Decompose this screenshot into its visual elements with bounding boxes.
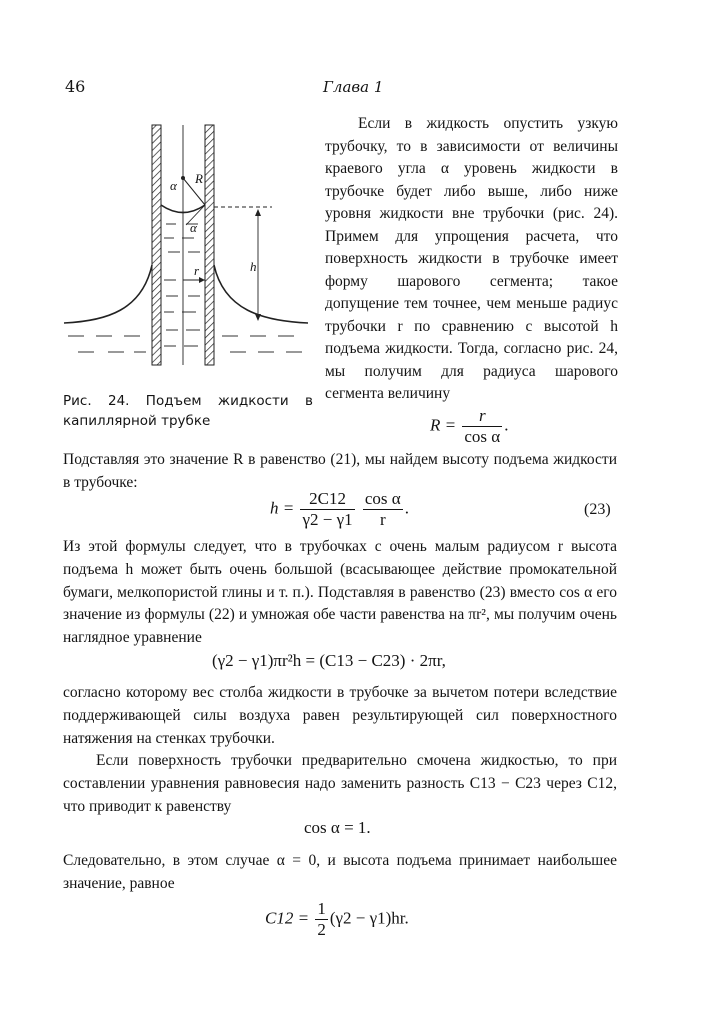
running-head: Глава 1: [323, 78, 384, 96]
figure-caption: Рис. 24. Подъем жидкости в капиллярной трубке: [63, 393, 313, 429]
eq23-fraction-2: [363, 489, 403, 530]
paragraph-3: согласно которому вес столба жидкости в трубочке за вычетом потери вследствие поддерживающей силы воздуха равен результирующей сил поверхностного натяжения на стенках трубочки.: [63, 684, 617, 747]
eq-C12-den: 2: [317, 920, 326, 939]
outer-meniscus-left: [64, 265, 152, 323]
eq23-den1: γ2 − γ1: [302, 510, 353, 529]
eq23-end: .: [404, 498, 409, 518]
eq-C12-fraction: [315, 899, 328, 940]
label-alpha-bottom: α: [190, 220, 197, 235]
eq23-den2: r: [379, 510, 386, 529]
liquid-dashes-inner: [164, 224, 200, 346]
eq-C12-rest: (γ2 − γ1)hr.: [329, 908, 409, 928]
eq-C12-lhs: C12 =: [265, 908, 310, 928]
equation-23: [270, 489, 409, 530]
eq-R-end: .: [504, 415, 509, 435]
paragraph-5: Следовательно, в этом случае α = 0, и высота подъема принимает наибольшее значение, равное: [63, 852, 617, 892]
eq-C12-num: 1: [317, 899, 326, 918]
liquid-dashes-outer: [68, 336, 302, 352]
equation-R: [430, 406, 508, 447]
tube-wall-left: [152, 125, 161, 365]
label-r: r: [194, 263, 200, 278]
equation-balance: (γ2 − γ1)πr²h = (C13 − C23) · 2πr,: [212, 651, 446, 670]
eq23-fraction-1: [300, 489, 354, 530]
eq-R-fraction: [462, 406, 502, 447]
eq23-lhs: h =: [270, 498, 295, 518]
label-R: R: [195, 171, 203, 186]
eq23-num2: cos α: [364, 489, 401, 508]
eq-R-num: r: [478, 406, 486, 425]
capillary-figure: [62, 120, 310, 380]
paragraph-1: Подставляя это значение R в равенство (21), мы найдем высоту подъема жидкости в трубочке:: [63, 451, 617, 491]
eq-R-lhs: R =: [430, 415, 457, 435]
label-h: h: [250, 259, 257, 274]
eq23-num1: 2C12: [300, 489, 354, 510]
eq-R-den: cos α: [464, 427, 501, 446]
equation-cos: cos α = 1.: [304, 818, 371, 837]
label-alpha-top: α: [170, 178, 177, 193]
paragraph-4: Если поверхность трубочки предварительно смочена жидкостью, то при составлении уравнения равновесия надо заменить разность C13 − C23 через C12, что приводит к равенству: [63, 752, 617, 815]
paragraph-2: Из этой формулы следует, что в трубочках с очень малым радиусом r высота подъема h может быть очень большой (всасывающее действие промокательной бумаги, мелкопористой глины и т. п.). Подставляя в равенство (23) вместо cos α его значение из формулы (22) и умножая обе части равенства на πr², мы получим очень наглядное уравнение: [63, 538, 617, 647]
equation-number-23: (23): [584, 501, 611, 518]
side-paragraph-text: Если в жидкость опустить узкую трубочку, то в зависимости от величины краевого угла α уровень жидкости в трубочке будет либо выше, либо ниже уровня жидкости вне трубочки (рис. 24). Примем для упрощения расчета, что поверхность жидкости в трубочке имеет форму шарового сегмента; такое допущение тем точнее, чем меньше радиус трубочки r по сравнению с высотой h подъема жидкости. Тогда, согласно рис. 24, мы получим для радиуса шарового сегмента величину: [325, 115, 618, 402]
tube-wall-right: [205, 125, 214, 365]
equation-C12: [265, 899, 409, 940]
page-number: 46: [65, 77, 86, 96]
capillary-diagram: [62, 120, 310, 380]
side-paragraph: [325, 113, 618, 406]
outer-meniscus-right: [214, 265, 308, 323]
